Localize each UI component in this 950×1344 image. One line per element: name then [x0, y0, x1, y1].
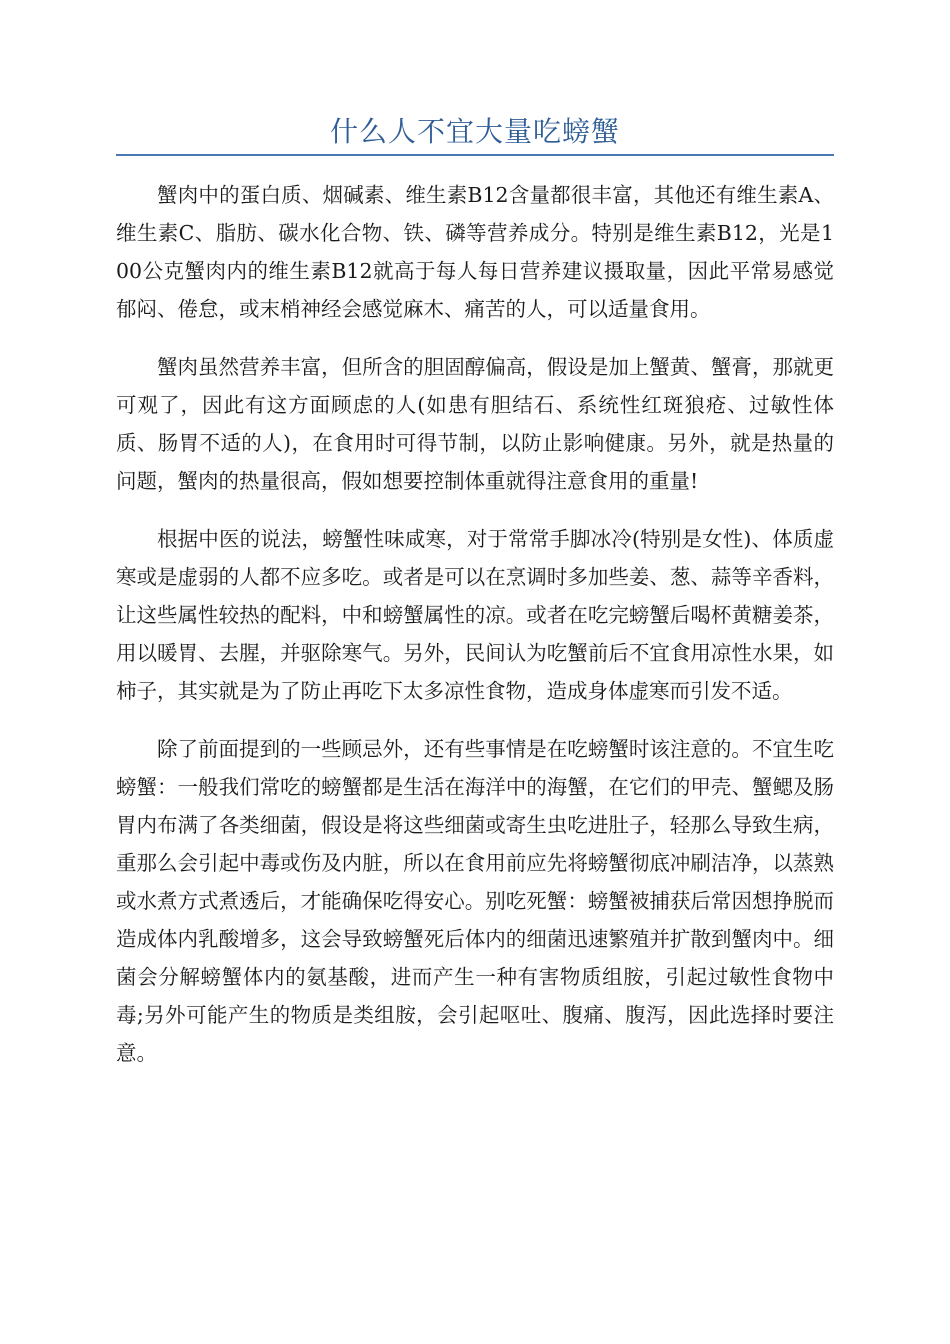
article-body [116, 176, 834, 1092]
paragraph-tcm: 根据中医的说法，螃蟹性味咸寒，对于常常手脚冰冷(特别是女性)、体质虚寒或是虚弱的人都不应多吃。或者是可以在烹调时多加些姜、葱、蒜等辛香料，让这些属性较热的配料，中和螃蟹属性的凉。或者在吃完螃蟹后喝杯黄糖姜茶，用以暖胃、去腥，并驱除寒气。另外，民间认为吃蟹前后不宜食用凉性水果，如柿子，其实就是为了防止再吃下太多凉性食物，造成身体虚寒而引发不适。 [116, 527, 834, 703]
title-underline [116, 154, 834, 156]
paragraph-cholesterol: 蟹肉虽然营养丰富，但所含的胆固醇偏高，假设是加上蟹黄、蟹膏，那就更可观了，因此有这方面顾虑的人(如患有胆结石、系统性红斑狼疮、过敏性体质、肠胃不适的人)，在食用时可得节制，以防止影响健康。另外，就是热量的问题，蟹肉的热量很高，假如想要控制体重就得注意食用的重量! [116, 355, 834, 493]
paragraph-precautions: 除了前面提到的一些顾忌外，还有些事情是在吃螃蟹时该注意的。不宜生吃螃蟹：一般我们常吃的螃蟹都是生活在海洋中的海蟹，在它们的甲壳、蟹鳃及肠胃内布满了各类细菌，假设是将这些细菌或寄生虫吃进肚子，轻那么导致生病，重那么会引起中毒或伤及内脏，所以在食用前应先将螃蟹彻底冲刷洁净，以蒸熟或水煮方式煮透后，才能确保吃得安心。别吃死蟹：螃蟹被捕获后常因想挣脱而造成体内乳酸增多，这会导致螃蟹死后体内的细菌迅速繁殖并扩散到蟹肉中。细菌会分解螃蟹体内的氨基酸，进而产生一种有害物质组胺，引起过敏性食物中毒;另外可能产生的物质是类组胺，会引起呕吐、腹痛、腹泻，因此选择时要注意。 [116, 737, 834, 1065]
paragraph-nutrition: 蟹肉中的蛋白质、烟碱素、维生素B12含量都很丰富，其他还有维生素A、维生素C、脂肪、碳水化合物、铁、磷等营养成分。特别是维生素B12，光是100公克蟹肉内的维生素B12就高于每人每日营养建议摄取量，因此平常易感觉郁闷、倦怠，或末梢神经会感觉麻木、痛苦的人，可以适量食用。 [116, 183, 834, 321]
page-title: 什么人不宜大量吃螃蟹 [329, 115, 620, 148]
